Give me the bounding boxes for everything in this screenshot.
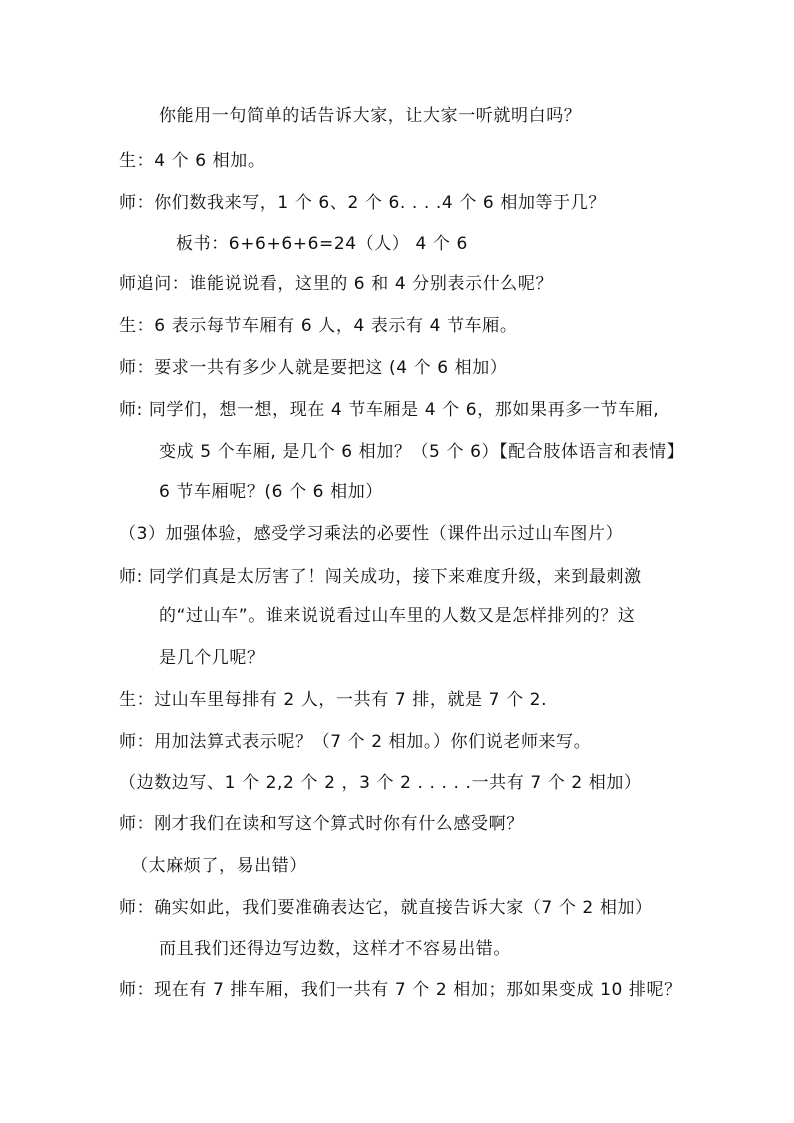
text-line: （3）加强体验，感受学习乘法的必要性（课件出示过山车图片） (119, 524, 624, 544)
text-line: 师：用加法算式表示呢？（7 个 2 相加。）你们说老师来写。 (119, 732, 592, 752)
text-line: 师: 同学们，想一想，现在 4 节车厢是 4 个 6，那如果再多一节车厢, (119, 400, 660, 420)
text-line: 的“过山车”。谁来说说看过山车里的人数又是怎样排列的？这 (159, 606, 636, 626)
text-line: 你能用一句简单的话告诉大家，让大家一听就明白吗？ (159, 106, 582, 126)
text-line: 板书：6+6+6+6=24（人） 4 个 6 (176, 234, 468, 254)
text-line: （边数边写、1 个 2,2 个 2 ，3 个 2 . . . . .一共有 7 个 2 相加） (119, 773, 642, 793)
text-line: 而且我们还得边写边数，这样才不容易出错。 (159, 939, 511, 959)
text-line: 生：过山车里每排有 2 人，一共有 7 排，就是 7 个 2. (119, 690, 548, 710)
text-line: 6 节车厢呢？(6 个 6 相加） (159, 482, 383, 502)
text-line: 是几个几呢？ (159, 648, 265, 668)
text-line: 师: 同学们真是太厉害了！闯关成功，接下来难度升级，来到最刺激 (119, 567, 642, 587)
text-line: （太麻烦了，易出错） (131, 856, 307, 876)
text-line: 变成 5 个车厢, 是几个 6 相加？（5 个 6）【配合肢体语言和表情】 (159, 442, 685, 462)
text-line: 生：6 表示每节车厢有 6 人，4 表示有 4 节车厢。 (119, 316, 518, 336)
text-line: 师：确实如此，我们要准确表达它，就直接告诉大家（7 个 2 相加） (119, 898, 653, 918)
text-line: 生：4 个 6 相加。 (119, 151, 266, 171)
text-line: 师追问：谁能说说看，这里的 6 和 4 分别表示什么呢？ (119, 274, 554, 294)
text-line: 师：你们数我来写，1 个 6、2 个 6. . . .4 个 6 相加等于几？ (119, 193, 606, 213)
text-line: 师：刚才我们在读和写这个算式时你有什么感受啊？ (119, 814, 524, 834)
text-line: 师：现在有 7 排车厢，我们一共有 7 个 2 相加；那如果变成 10 排呢？ (119, 980, 682, 1000)
text-line: 师：要求一共有多少人就是要把这 (4 个 6 相加） (119, 358, 508, 378)
